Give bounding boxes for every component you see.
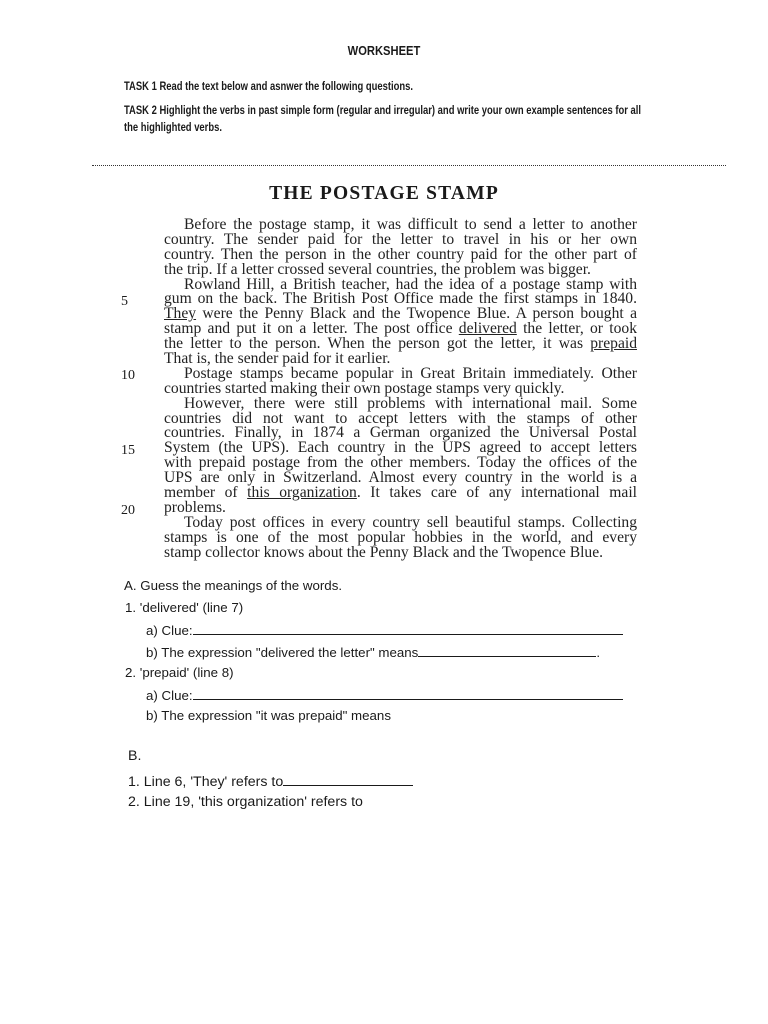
worksheet-title: WORKSHEET [347, 43, 421, 58]
dotted-divider [92, 165, 726, 166]
passage-line-18: UPS are only in Switzerland. Almost every country in the world is a [164, 469, 637, 487]
passage-line-10: That is, the sender paid for it earlier. [164, 350, 391, 368]
passage-line-7-text: were the Penny Black and the Twopence Blue. A person bought a [202, 305, 637, 323]
passage-line-11: Postage stamps became popular in Great Britain immediately. Other [184, 364, 637, 382]
question-a2: 2. 'prepaid' (line 8) [125, 665, 234, 680]
story-title: THE POSTAGE STAMP [269, 183, 499, 204]
line-number-20: 20 [121, 503, 135, 518]
passage-line-16: System (the UPS). Each country in the UPS agreed to accept letters [164, 439, 637, 457]
question-a1-clue-label: a) Clue: [146, 623, 193, 638]
line-number-5: 5 [121, 294, 128, 309]
question-b2: 2. Line 19, 'this organization' refers to [128, 794, 363, 810]
clue-1-answer-blank[interactable] [193, 621, 623, 635]
expression-1-answer-blank[interactable] [418, 643, 596, 657]
question-a1-expression-label: b) The expression "delivered the letter" means [146, 645, 419, 660]
question-b1-label: 1. Line 6, 'They' refers to [128, 774, 284, 790]
passage-line-17: with prepaid postage from the other members. Today the offices of the [164, 454, 637, 472]
question-a1-expression [146, 643, 600, 660]
passage-line-13: However, there were still problems with international mail. Some [184, 394, 637, 412]
passage-line-19 [164, 486, 637, 501]
section-a-heading: A. Guess the meanings of the words. [124, 578, 343, 593]
passage-line-6: gum on the back. The British Post Office made the first stamps in 1840. [164, 290, 637, 308]
underlined-delivered: delivered [458, 320, 517, 338]
underlined-they: They [164, 305, 197, 323]
passage-line-3: country. Then the person in the other country paid for the other part of [164, 245, 637, 263]
task-2-instruction [124, 103, 665, 137]
passage-line-15: countries. Finally, in 1874 a German organized the Universal Postal [164, 424, 637, 442]
question-b1 [128, 772, 413, 790]
passage-line-22: stamps is one of the most popular hobbies in the world, and every [164, 528, 637, 546]
question-a1-period: . [596, 645, 601, 660]
passage-line-21: Today post offices in every country sell beautiful stamps. Collecting [184, 513, 637, 531]
clue-2-answer-blank[interactable] [193, 686, 623, 700]
underlined-prepaid: prepaid [590, 335, 637, 353]
passage-line-1: Before the postage stamp, it was difficult to send a letter to another [184, 216, 637, 233]
task-2-line-2: the highlighted verbs. [124, 122, 222, 134]
passage-line-19-end: . It takes care of any international mail [356, 484, 637, 502]
line-number-10: 10 [121, 368, 135, 383]
passage-line-23: stamp collector knows about the Penny Black and the Twopence Blue. [164, 543, 604, 561]
line-number-15: 15 [121, 443, 135, 458]
passage-line-8-start: stamp and put it on a letter. The post office [164, 320, 453, 338]
passage-line-19-start: member of [164, 484, 238, 502]
passage-line-20: problems. [164, 498, 226, 516]
passage-line-2: country. The sender paid for the letter to travel in his or her own [164, 230, 637, 248]
question-a2-clue-label: a) Clue: [146, 688, 193, 703]
underlined-this-organization: this organization [247, 484, 357, 502]
question-a1: 1. 'delivered' (line 7) [125, 600, 244, 615]
passage-line-8-end: the letter, or took [523, 320, 637, 338]
task-1-instruction: TASK 1 Read the text below and asnwer the following questions. [124, 81, 414, 93]
they-refers-answer-blank[interactable] [283, 772, 413, 786]
passage-line-14: countries did not want to accept letters with the stamps of other [164, 409, 637, 427]
passage-line-9-text: the letter to the person. When the person got the letter, it was [164, 335, 584, 353]
question-a2-expression: b) The expression "it was prepaid" means [146, 708, 391, 723]
task-2-line-1: TASK 2 Highlight the verbs in past simple form (regular and irregular) and write your own example sentences for all [124, 105, 642, 117]
question-a1-clue [146, 621, 623, 638]
passage-line-4: the trip. If a letter crossed several countries, the problem was bigger. [164, 260, 591, 278]
passage-line-5: Rowland Hill, a British teacher, had the idea of a postage stamp with [184, 275, 637, 293]
reading-passage [164, 218, 637, 560]
passage-line-12: countries started making their own postage stamps very quickly. [164, 379, 565, 397]
question-a2-clue [146, 686, 623, 703]
section-b-heading: B. [128, 748, 142, 764]
